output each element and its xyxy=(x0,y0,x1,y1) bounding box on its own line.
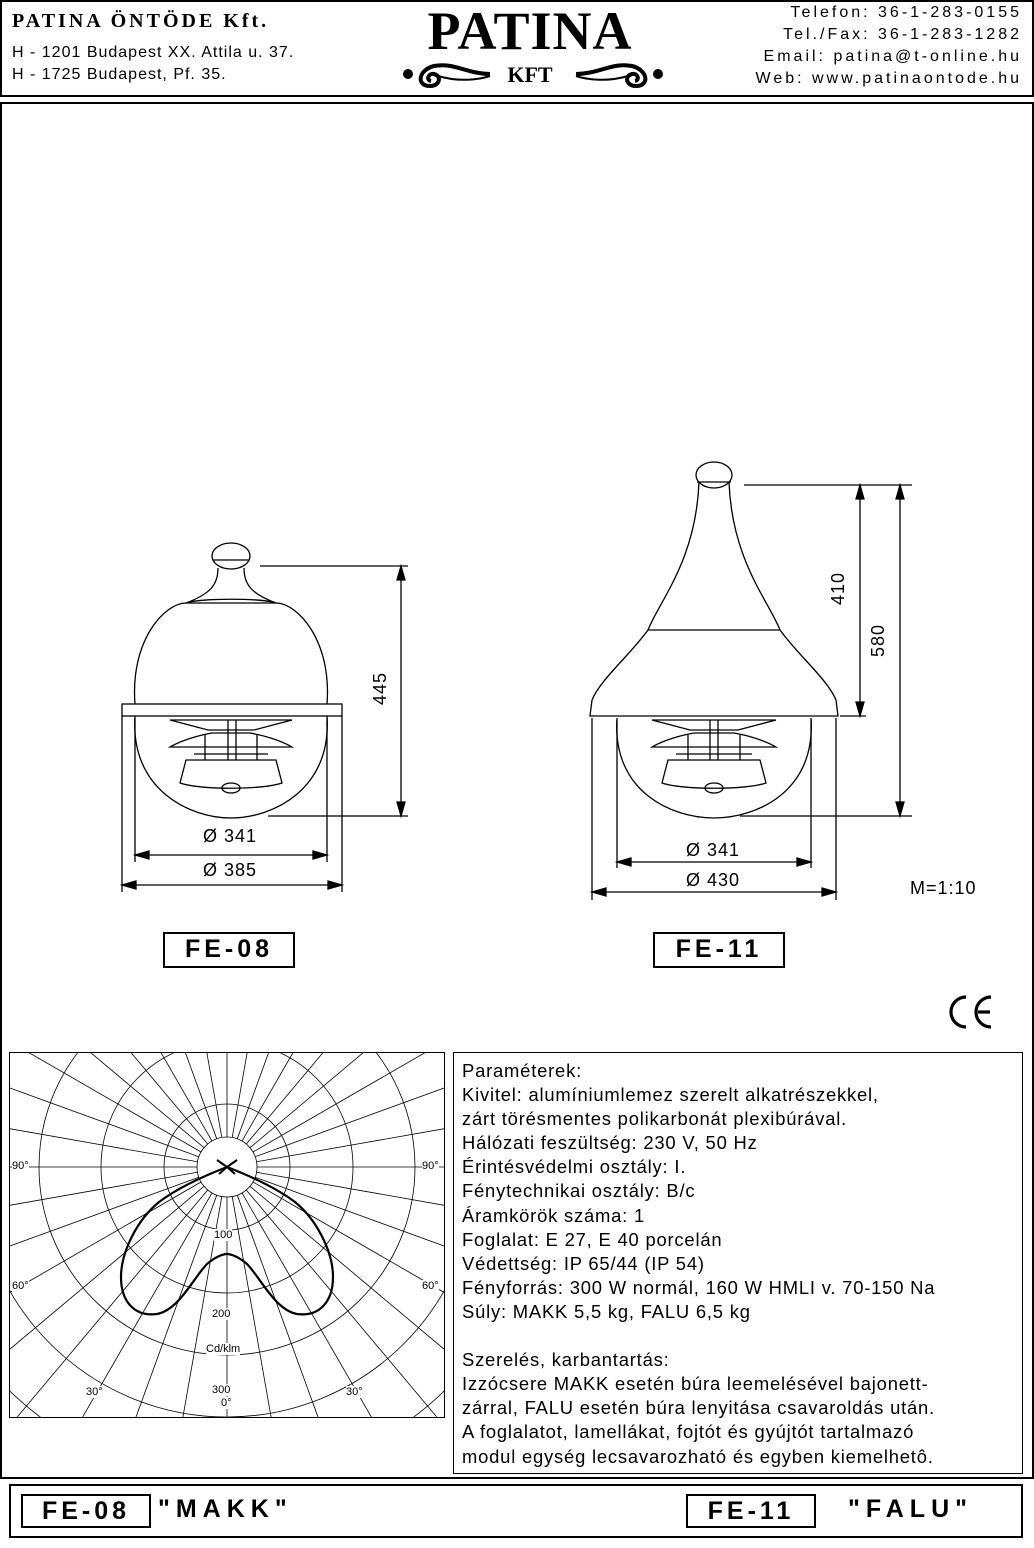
param-line: Súly: MAKK 5,5 kg, FALU 6,5 kg xyxy=(462,1300,751,1322)
param-line: Védettség: IP 65/44 (IP 54) xyxy=(462,1252,705,1274)
footer-fe08-code: FE-08 xyxy=(21,1494,151,1528)
fe08-dia-inner: Ø 341 xyxy=(203,826,258,846)
contact-fax: Tel./Fax: 36-1-283-1282 xyxy=(783,26,1022,43)
logo-title: PATINA xyxy=(427,1,633,61)
address-line-2: H - 1725 Budapest, Pf. 35. xyxy=(12,66,227,83)
param-line: Fényforrás: 300 W normál, 160 W HMLI v. 70-150 Na xyxy=(462,1276,936,1298)
fe11-height-dim-upper: 410 xyxy=(828,571,849,606)
fe11-dia-inner: Ø 341 xyxy=(686,840,741,860)
contact-web: Web: www.patinaontode.hu xyxy=(755,70,1022,87)
param-line: Kivitel: alumíniumlemez szerelt alkatrészekkel, xyxy=(462,1084,879,1106)
parameters-box xyxy=(453,1052,1023,1474)
param-line: A foglalatot, lamellákat, fojtót és gyújtót tartalmazó xyxy=(462,1421,915,1443)
param-line: Áramkörök száma: 1 xyxy=(462,1204,646,1226)
polar-angle-0: 0° xyxy=(221,1397,232,1409)
param-line: Szerelés, karbantartás: xyxy=(462,1349,670,1371)
scale-label: M=1:10 xyxy=(910,878,977,898)
fe08-dia-outer: Ø 385 xyxy=(203,860,258,880)
param-line: Érintésvédelmi osztály: I. xyxy=(462,1156,687,1178)
company-name: PATINA ÖNTÖDE Kft. xyxy=(12,10,270,32)
polar-angle-right-30: 30° xyxy=(346,1386,363,1398)
param-line xyxy=(462,1324,1014,1348)
param-line: Paraméterek: xyxy=(462,1060,582,1081)
param-line: Foglalat: E 27, E 40 porcelán xyxy=(462,1228,723,1250)
polar-angle-left-90: 90° xyxy=(12,1160,29,1172)
param-line: Fénytechnikai osztály: B/c xyxy=(462,1180,696,1202)
address-line-1: H - 1201 Budapest XX. Attila u. 37. xyxy=(12,44,295,61)
polar-radius-100: 100 xyxy=(214,1229,233,1241)
polar-angle-right-90: 90° xyxy=(422,1160,439,1172)
fe11-model-label: FE-11 xyxy=(653,932,785,968)
polar-angle-left-30: 30° xyxy=(86,1386,103,1398)
polar-angle-left-60: 60° xyxy=(12,1280,29,1292)
footer-fe11-name: "FALU" xyxy=(848,1495,973,1523)
polar-angle-right-60: 60° xyxy=(422,1280,439,1292)
param-line: zárral, FALU esetén búra lenyitása csavaroldás után. xyxy=(462,1397,935,1419)
polar-unit: Cd/klm xyxy=(206,1343,241,1355)
polar-radius-300: 300 xyxy=(212,1384,231,1396)
contact-email: Email: patina@t-online.hu xyxy=(763,48,1022,65)
fe11-dia-outer: Ø 430 xyxy=(686,870,741,890)
contact-phone: Telefon: 36-1-283-0155 xyxy=(790,4,1022,21)
fe11-height-dim-total: 580 xyxy=(868,623,889,658)
ce-mark-icon xyxy=(944,993,996,1031)
logo-sub: KFT xyxy=(507,62,553,87)
footer-fe08-name: "MAKK" xyxy=(158,1495,293,1523)
fe08-model-label: FE-08 xyxy=(163,932,295,968)
fe08-height-dim: 445 xyxy=(370,671,391,706)
param-line: zárt törésmentes polikarbonát plexibúrával. xyxy=(462,1108,848,1130)
param-line: Izzócsere MAKK esetén búra leemelésével bajonett- xyxy=(462,1373,929,1395)
param-line: modul egység lecsavarozható és egyben kiemelhetô. xyxy=(462,1445,934,1467)
polar-radius-200: 200 xyxy=(212,1308,231,1320)
footer-fe11-code: FE-11 xyxy=(686,1494,816,1528)
param-line: Hálózati feszültség: 230 V, 50 Hz xyxy=(462,1132,758,1154)
